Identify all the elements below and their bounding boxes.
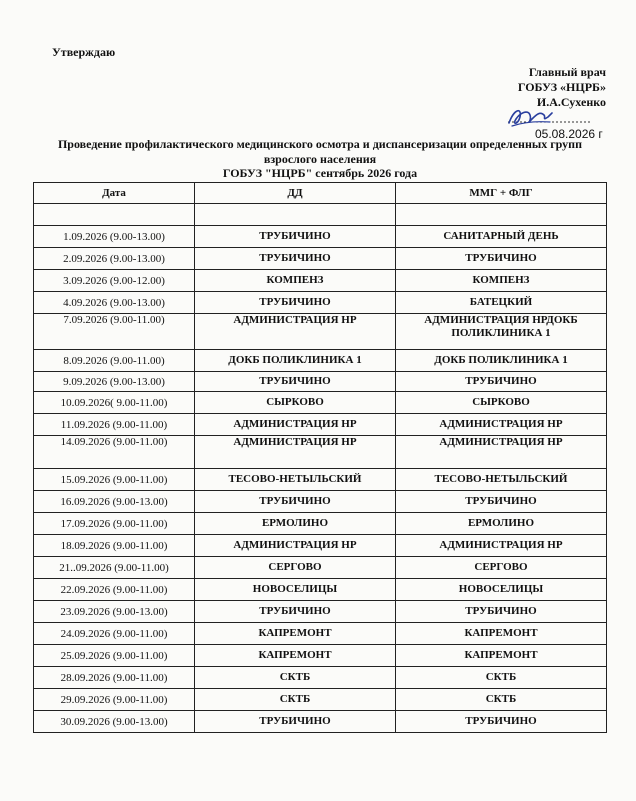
dd-cell: КАПРЕМОНТ xyxy=(195,645,396,667)
dd-cell: ЕРМОЛИНО xyxy=(195,513,396,535)
mmg-cell: СЕРГОВО xyxy=(396,557,607,579)
date-cell: 16.09.2026 (9.00-13.00) xyxy=(34,491,195,513)
dd-cell: СКТБ xyxy=(195,667,396,689)
table-row xyxy=(34,436,607,469)
table-row xyxy=(34,226,607,248)
date-cell: 17.09.2026 (9.00-11.00) xyxy=(34,513,195,535)
table-row xyxy=(34,414,607,436)
dd-cell xyxy=(195,204,396,226)
title-line-2: взрослого населения xyxy=(263,151,377,166)
signatory-organization: ГОБУЗ «НЦРБ» xyxy=(517,80,606,94)
mmg-cell: СКТБ xyxy=(396,667,607,689)
mmg-cell: АДМИНИСТРАЦИЯ НР xyxy=(396,535,607,557)
table-row xyxy=(34,601,607,623)
date-cell: 10.09.2026( 9.00-11.00) xyxy=(34,392,195,414)
dd-cell: СКТБ xyxy=(195,689,396,711)
mmg-cell: КАПРЕМОНТ xyxy=(396,623,607,645)
date-cell: 7.09.2026 (9.00-11.00) xyxy=(34,314,195,350)
approval-label: Утверждаю xyxy=(52,45,116,59)
dd-cell: ТРУБИЧИНО xyxy=(195,711,396,733)
date-cell: 11.09.2026 (9.00-11.00) xyxy=(34,414,195,436)
mmg-cell: ТРУБИЧИНО xyxy=(396,601,607,623)
table-row xyxy=(34,689,607,711)
dd-cell: ТРУБИЧИНО xyxy=(195,248,396,270)
dd-cell: АДМИНИСТРАЦИЯ НР xyxy=(195,414,396,436)
table-row xyxy=(34,535,607,557)
table-row xyxy=(34,623,607,645)
date-cell: 9.09.2026 (9.00-13.00) xyxy=(34,372,195,392)
date-cell: 14.09.2026 (9.00-11.00) xyxy=(34,436,195,469)
mmg-cell: АДМИНИСТРАЦИЯ НР xyxy=(396,414,607,436)
date-cell: 30.09.2026 (9.00-13.00) xyxy=(34,711,195,733)
mmg-cell: ТРУБИЧИНО xyxy=(396,372,607,392)
table-row xyxy=(34,557,607,579)
date-cell: 25.09.2026 (9.00-11.00) xyxy=(34,645,195,667)
mmg-cell: АДМИНИСТРАЦИЯ НР xyxy=(396,436,607,469)
date-cell: 3.09.2026 (9.00-12.00) xyxy=(34,270,195,292)
mmg-cell: ТРУБИЧИНО xyxy=(396,711,607,733)
dd-cell: АДМИНИСТРАЦИЯ НР xyxy=(195,436,396,469)
signatory-name: И.А.Сухенко xyxy=(536,95,606,109)
document-title xyxy=(40,137,600,181)
mmg-cell: ЕРМОЛИНО xyxy=(396,513,607,535)
table-header-row xyxy=(34,183,607,204)
table-row xyxy=(34,270,607,292)
mmg-cell: СКТБ xyxy=(396,689,607,711)
table-row xyxy=(34,314,607,350)
signatory-position: Главный врач xyxy=(528,65,606,79)
mmg-cell: ТЕСОВО-НЕТЫЛЬСКИЙ xyxy=(396,469,607,491)
date-cell: 23.09.2026 (9.00-13.00) xyxy=(34,601,195,623)
dd-cell: ТРУБИЧИНО xyxy=(195,292,396,314)
column-header-dd: ДД xyxy=(195,183,396,204)
schedule-table xyxy=(33,182,607,733)
dd-cell: АДМИНИСТРАЦИЯ НР xyxy=(195,535,396,557)
mmg-cell: КОМПЕНЗ xyxy=(396,270,607,292)
dd-cell: АДМИНИСТРАЦИЯ НР xyxy=(195,314,396,350)
mmg-cell: ТРУБИЧИНО xyxy=(396,491,607,513)
dd-cell: СЕРГОВО xyxy=(195,557,396,579)
dd-cell: ТЕСОВО-НЕТЫЛЬСКИЙ xyxy=(195,469,396,491)
table-row xyxy=(34,350,607,372)
date-cell: 21..09.2026 (9.00-11.00) xyxy=(34,557,195,579)
table-row xyxy=(34,645,607,667)
date-cell: 15.09.2026 (9.00-11.00) xyxy=(34,469,195,491)
column-header-date: Дата xyxy=(34,183,195,204)
handwritten-signature xyxy=(506,103,554,129)
date-cell: 1.09.2026 (9.00-13.00) xyxy=(34,226,195,248)
mmg-cell: КАПРЕМОНТ xyxy=(396,645,607,667)
mmg-cell: БАТЕЦКИЙ xyxy=(396,292,607,314)
dd-cell: КАПРЕМОНТ xyxy=(195,623,396,645)
table-row xyxy=(34,372,607,392)
table-row xyxy=(34,248,607,270)
table-row xyxy=(34,491,607,513)
table-row xyxy=(34,513,607,535)
date-cell xyxy=(34,204,195,226)
mmg-cell: САНИТАРНЫЙ ДЕНЬ xyxy=(396,226,607,248)
table-row xyxy=(34,667,607,689)
date-cell: 18.09.2026 (9.00-11.00) xyxy=(34,535,195,557)
signature-date: 05.08.2026 г xyxy=(535,127,603,141)
column-header-mmg: ММГ + ФЛГ xyxy=(396,183,607,204)
table-row xyxy=(34,204,607,226)
mmg-cell: СЫРКОВО xyxy=(396,392,607,414)
mmg-cell: АДМИНИСТРАЦИЯ НРДОКБ ПОЛИКЛИНИКА 1 xyxy=(396,314,607,350)
dd-cell: ТРУБИЧИНО xyxy=(195,372,396,392)
dd-cell: ТРУБИЧИНО xyxy=(195,491,396,513)
dd-cell: СЫРКОВО xyxy=(195,392,396,414)
table-row xyxy=(34,392,607,414)
dd-cell: ДОКБ ПОЛИКЛИНИКА 1 xyxy=(195,350,396,372)
table-row xyxy=(34,292,607,314)
table-row xyxy=(34,579,607,601)
date-cell: 28.09.2026 (9.00-11.00) xyxy=(34,667,195,689)
dd-cell: ТРУБИЧИНО xyxy=(195,601,396,623)
table-row xyxy=(34,469,607,491)
date-cell: 2.09.2026 (9.00-13.00) xyxy=(34,248,195,270)
mmg-cell xyxy=(396,204,607,226)
title-line-3: ГОБУЗ "НЦРБ" сентябрь 2026 года xyxy=(222,166,418,180)
date-cell: 22.09.2026 (9.00-11.00) xyxy=(34,579,195,601)
date-cell: 24.09.2026 (9.00-11.00) xyxy=(34,623,195,645)
date-cell: 4.09.2026 (9.00-13.00) xyxy=(34,292,195,314)
dd-cell: НОВОСЕЛИЦЫ xyxy=(195,579,396,601)
date-cell: 29.09.2026 (9.00-11.00) xyxy=(34,689,195,711)
mmg-cell: ТРУБИЧИНО xyxy=(396,248,607,270)
mmg-cell: НОВОСЕЛИЦЫ xyxy=(396,579,607,601)
dd-cell: КОМПЕНЗ xyxy=(195,270,396,292)
dd-cell: ТРУБИЧИНО xyxy=(195,226,396,248)
date-cell: 8.09.2026 (9.00-11.00) xyxy=(34,350,195,372)
table-row xyxy=(34,711,607,733)
mmg-cell: ДОКБ ПОЛИКЛИНИКА 1 xyxy=(396,350,607,372)
title-line-1: Проведение профилактического медицинского осмотра и диспансеризации определенных групп xyxy=(57,137,583,151)
